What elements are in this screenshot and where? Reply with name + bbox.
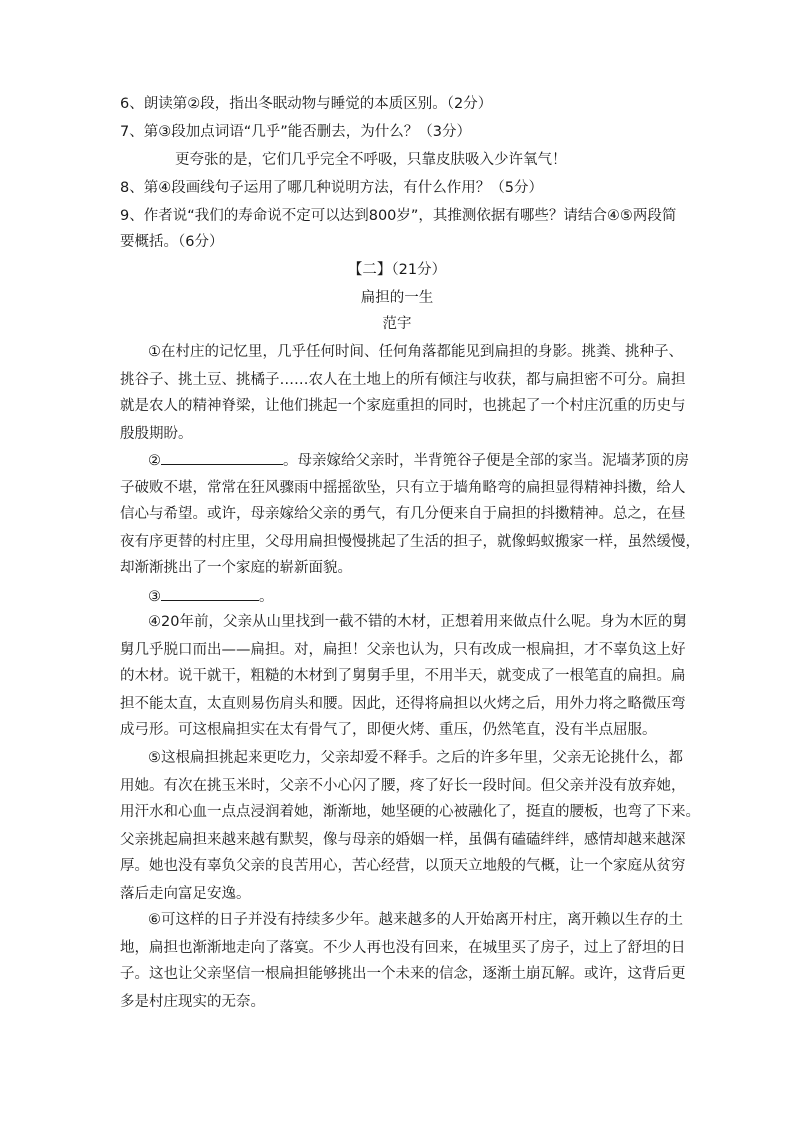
p5-line-6: 落后走向富足安逸。 xyxy=(120,886,251,902)
fill-in-blank-1[interactable] xyxy=(161,450,283,465)
p1-line-4: 殷殷期盼。 xyxy=(120,426,193,442)
section-heading: 【二】（21分） xyxy=(347,262,447,278)
p6-line-1: ⑥可这样的日子并没有持续多少年。越来越多的人开始离开村庄，离开赖以生存的土 xyxy=(148,912,683,928)
quoted-sentence: 更夸张的是，它们几乎完全不呼吸，只靠皮肤吸入少许氧气！ xyxy=(175,152,567,168)
article-title: 扁担的一生 xyxy=(360,290,434,306)
p4-line-1: ④20年前，父亲从山里找到一截不错的木材，正想着用来做点什么呢。身为木匠的舅 xyxy=(148,614,687,630)
p2-line-5: 却渐渐挑出了一个家庭的崭新面貌。 xyxy=(120,560,352,576)
p6-line-4: 多是村庄现实的无奈。 xyxy=(120,994,265,1010)
p4-line-3: 的木材。说干就干，粗糙的木材到了舅舅手里，不用半天，就变成了一根笔直的扁担。扁 xyxy=(120,668,686,684)
p3-end: 。 xyxy=(259,589,274,605)
p6-line-2: 地，扁担也渐渐地走向了落寞。不少人再也没有回来，在城里买了房子，过上了舒坦的日 xyxy=(120,940,686,956)
p5-line-2: 用她。有次在挑玉米时，父亲不小心闪了腰，疼了好长一段时间。但父亲并没有放弃她， xyxy=(120,778,686,794)
p1-line-3: 就是农人的精神脊梁，让他们挑起一个家庭重担的同时，也挑起了一个村庄沉重的历史与 xyxy=(120,398,686,414)
p5-line-1: ⑤这根扁担挑起来更吃力，父亲却爱不释手。之后的许多年里，父亲无论挑什么，都 xyxy=(148,750,683,766)
fill-in-blank-2[interactable] xyxy=(161,586,259,601)
question-6: 6、朗读第②段，指出冬眠动物与睡觉的本质区别。（2分） xyxy=(120,96,493,112)
p2-number: ② xyxy=(148,453,161,469)
p1-line-2: 挑谷子、挑土豆、挑橘子……农人在土地上的所有倾注与收获，都与扁担密不可分。扁担 xyxy=(120,372,686,388)
p2-line-2: 子破败不堪，常常在狂风骤雨中摇摇欲坠，只有立于墙角略弯的扁担显得精神抖擞，给人 xyxy=(120,480,686,496)
p6-line-3: 子。这也让父亲坚信一根扁担能够挑出一个未来的信念，逐渐土崩瓦解。或许，这背后更 xyxy=(120,966,686,982)
p4-line-4: 担不能太直，太直则易伤肩头和腰。因此，还得将扁担以火烤之后，用外力将之略微压弯 xyxy=(120,696,686,712)
p2-line-1-text: 。母亲嫁给父亲时，半背篼谷子便是全部的家当。泥墙茅顶的房 xyxy=(283,453,689,469)
p4-line-5: 成弓形。可这根扁担实在太有骨气了，即便火烤、重压，仍然笔直，没有半点屈服。 xyxy=(120,722,657,738)
p3-line xyxy=(148,586,708,607)
question-9-line-1: 9、作者说“我们的寿命说不定可以达到800岁”，其推测依据有哪些？请结合④⑤两段简 xyxy=(120,208,677,224)
question-7: 7、第③段加点词语“几乎”能否删去，为什么？（3分） xyxy=(120,124,471,140)
p2-line-4: 夜有序更替的村庄里，父母用扁担慢慢挑起了生活的担子，就像蚂蚁搬家一样，虽然缓慢， xyxy=(120,534,700,550)
question-8: 8、第④段画线句子运用了哪几种说明方法，有什么作用？（5分） xyxy=(120,180,543,196)
p1-line-1: ①在村庄的记忆里，几乎任何时间、任何角落都能见到扁担的身影。挑粪、挑种子、 xyxy=(148,344,683,360)
question-9-line-2: 要概括。（6分） xyxy=(120,234,224,250)
p2-line-1 xyxy=(148,450,708,471)
p2-line-3: 信心与希望。或许，母亲嫁给父亲的勇气，有几分便来自于扁担的抖擞精神。总之，在昼 xyxy=(120,506,686,522)
p4-line-2: 舅几乎脱口而出——扁担。对，扁担！父亲也认为，只有改成一根扁担，才不辜负这上好 xyxy=(120,642,686,658)
p3-number: ③ xyxy=(148,589,161,605)
p5-line-3: 用汗水和心血一点点浸润着她，渐渐地，她坚硬的心被融化了，挺直的腰板，也弯了下来。 xyxy=(120,804,700,820)
p5-line-4: 父亲挑起扁担来越来越有默契，像与母亲的婚姻一样，虽偶有磕磕绊绊，感情却越来越深 xyxy=(120,832,686,848)
p5-line-5: 厚。她也没有辜负父亲的良苦用心，苦心经营，以顶天立地般的气概，让一个家庭从贫穷 xyxy=(120,858,686,874)
article-author: 范宇 xyxy=(382,316,412,332)
